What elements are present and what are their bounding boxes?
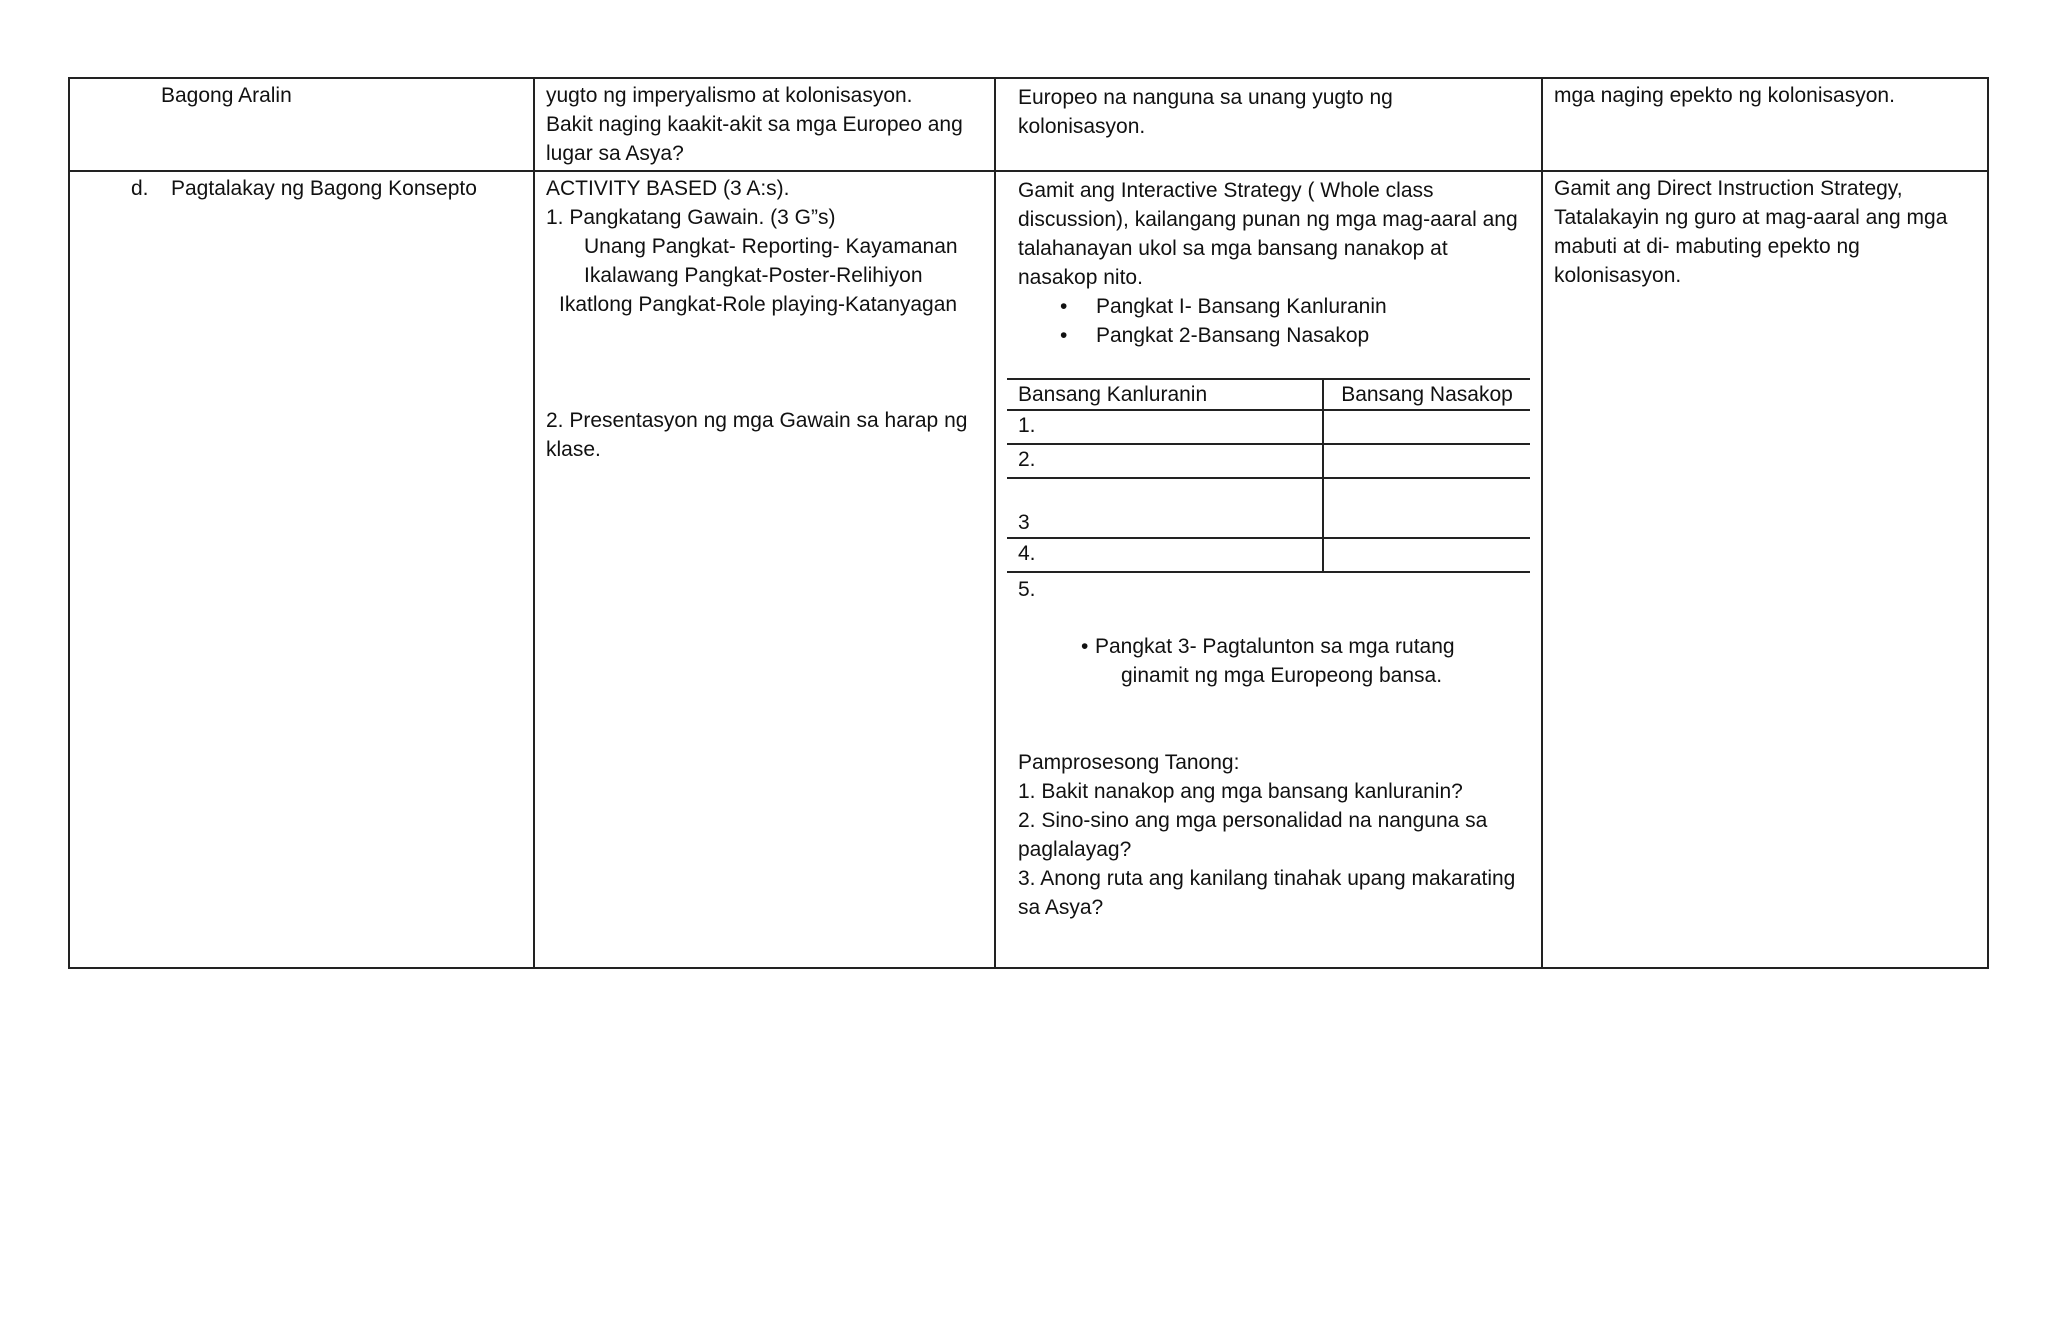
questions-block [1018, 748, 1519, 922]
activity-heading: ACTIVITY BASED (3 A:s). [546, 177, 790, 200]
bullet-text-continued: ginamit ng mga Europeong bansa. [1121, 664, 1443, 687]
question: 3. Anong ruta ang kanilang tinahak upang makarating [1018, 867, 1516, 890]
bullet-icon: • [1081, 635, 1089, 658]
text-line: Gamit ang Interactive Strategy ( Whole class [1018, 179, 1434, 202]
bullet-list [1018, 292, 1519, 350]
activity-item: 2. Presentasyon ng mga Gawain sa harap ng [546, 409, 968, 432]
bullet-text: Pangkat 3- Pagtalunton sa mga rutang [1095, 635, 1455, 658]
table-row-five: 5. [1018, 578, 1036, 601]
table-row [69, 78, 1988, 171]
table-cell-empty [1323, 444, 1530, 478]
table-header-row [1007, 379, 1530, 410]
table-cell-empty [1323, 538, 1530, 572]
table-row [1007, 538, 1530, 572]
text-line: kolonisasyon. [1018, 115, 1146, 138]
group-line: Unang Pangkat- Reporting- Kayamanan [584, 235, 958, 258]
column-header: Bansang Kanluranin [1007, 379, 1323, 410]
column-header: Bansang Nasakop [1323, 379, 1530, 410]
table-cell: 4. [1007, 538, 1323, 572]
text-line: nasakop nito. [1018, 266, 1143, 289]
stage-heading [81, 174, 522, 203]
stage-cell [69, 171, 534, 968]
strategy-cell [995, 78, 1542, 171]
question: 2. Sino-sino ang mga personalidad na nanguna sa [1018, 809, 1488, 832]
bullet-text: Pangkat 2-Bansang Nasakop [1096, 324, 1370, 347]
list-item [1018, 632, 1519, 661]
countries-table [1007, 378, 1530, 573]
group-line: Ikalawang Pangkat-Poster-Relihiyon [584, 264, 923, 287]
stage-title: Pagtalakay ng Bagong Konsepto [171, 177, 477, 200]
text-line: Tatalakayin ng guro at mag-aaral ang mga [1554, 206, 1948, 229]
activity-item: 1. Pangkatang Gawain. (3 G”s) [546, 206, 836, 229]
list-item [1060, 292, 1519, 321]
text-line: mabuti at di- mabuting epekto ng [1554, 235, 1860, 258]
table-cell-empty [1323, 410, 1530, 444]
notes-cell [1542, 78, 1988, 171]
table-cell-empty [1323, 478, 1530, 538]
table-row [1007, 444, 1530, 478]
table-row [69, 171, 1988, 968]
text-line: kolonisasyon. [1554, 264, 1682, 287]
lesson-plan-table [68, 77, 1989, 969]
table-cell: 1. [1007, 410, 1323, 444]
text-line: Gamit ang Direct Instruction Strategy, [1554, 177, 1903, 200]
text-line: talahanayan ukol sa mga bansang nanakop at [1018, 237, 1448, 260]
text-line: mga naging epekto ng kolonisasyon. [1554, 84, 1895, 107]
question-continued: sa Asya? [1018, 896, 1104, 919]
bullet-text: Pangkat I- Bansang Kanluranin [1096, 295, 1387, 318]
bullet-icon: • [1060, 295, 1068, 318]
question: 1. Bakit nanakop ang mga bansang kanluranin? [1018, 780, 1463, 803]
table-row [1007, 478, 1530, 538]
bullet-icon: • [1060, 324, 1068, 347]
activity-item: klase. [546, 438, 601, 461]
table-row [1007, 410, 1530, 444]
text-line: lugar sa Asya? [546, 142, 684, 165]
question-continued: paglalayag? [1018, 838, 1132, 861]
questions-heading: Pamprosesong Tanong: [1018, 751, 1240, 774]
table-cell: 3 [1007, 478, 1323, 538]
group-line: Ikatlong Pangkat-Role playing-Katanyagan [559, 293, 958, 316]
text-line: Bakit naging kaakit-akit sa mga Europeo ang [546, 113, 963, 136]
list-item [1060, 321, 1519, 350]
stage-title: Bagong Aralin [161, 84, 292, 107]
table-cell: 2. [1007, 444, 1323, 478]
strategy-cell [995, 171, 1542, 968]
notes-cell [1542, 171, 1988, 968]
text-line: yugto ng imperyalismo at kolonisasyon. [546, 84, 913, 107]
activity-cell [534, 171, 995, 968]
stage-cell [69, 78, 534, 171]
text-line: discussion), kailangang punan ng mga mag-aaral ang [1018, 208, 1518, 231]
stage-letter: d. [131, 177, 149, 200]
activity-cell [534, 78, 995, 171]
text-line: Europeo na nanguna sa unang yugto ng [1018, 86, 1393, 109]
